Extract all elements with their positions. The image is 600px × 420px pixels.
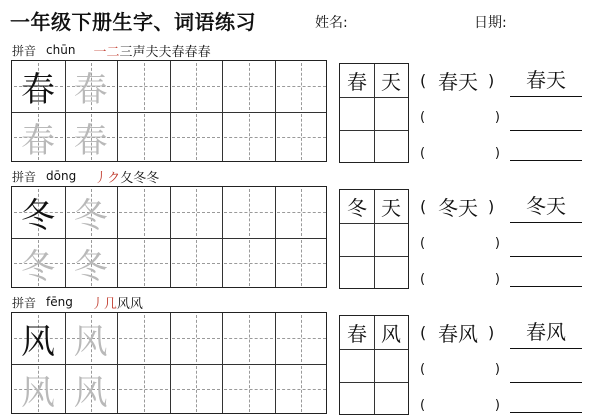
stroke-order <box>94 167 159 186</box>
character-section <box>0 166 600 292</box>
word-grid <box>339 189 409 289</box>
word-grid <box>339 63 409 163</box>
answer-line[interactable] <box>510 96 582 97</box>
stroke-step: 几 <box>103 296 117 312</box>
word-character: 风 <box>458 322 478 346</box>
pinyin-row <box>12 292 143 312</box>
pinyin-row <box>12 40 211 60</box>
word-grid-character: 春 <box>347 322 367 346</box>
model-character: 冬 <box>21 196 55 236</box>
pinyin-label: 拼音 <box>12 43 37 58</box>
close-paren: ) <box>494 146 500 161</box>
word-grid-character: 天 <box>381 196 401 220</box>
stroke-step: 冬 <box>133 170 147 186</box>
pinyin-label: 拼音 <box>12 169 37 184</box>
pinyin-value: chūn <box>46 43 76 57</box>
open-paren: ( <box>420 362 426 377</box>
stroke-step: 三 <box>119 44 133 60</box>
close-paren: ) <box>488 197 495 216</box>
stroke-step: 声 <box>132 44 146 60</box>
open-paren: ( <box>420 197 427 216</box>
close-paren: ) <box>494 236 500 251</box>
word-text <box>428 192 488 221</box>
answer-line[interactable] <box>510 286 582 287</box>
answer-word: 春天 <box>526 68 566 92</box>
answer-line[interactable] <box>510 256 582 257</box>
blank-parentheses[interactable] <box>420 110 500 125</box>
blank-parentheses[interactable] <box>420 146 500 161</box>
close-paren: ) <box>494 272 500 287</box>
blank-parentheses[interactable] <box>420 236 500 251</box>
open-paren: ( <box>420 323 427 342</box>
word-grid-character: 风 <box>381 322 401 346</box>
word-character: 春 <box>438 70 458 94</box>
stroke-step: 冬 <box>146 170 160 186</box>
stroke-step: 夂 <box>120 170 134 186</box>
trace-character: 春 <box>73 70 108 110</box>
stroke-step: 二 <box>106 44 120 60</box>
blank-parentheses[interactable] <box>420 362 500 377</box>
open-paren: ( <box>420 236 426 251</box>
trace-character: 风 <box>73 372 108 413</box>
stroke-step: 丿 <box>94 170 108 186</box>
stroke-step: 夫 <box>145 44 159 60</box>
word-grid-character: 冬 <box>347 196 367 220</box>
pinyin-row <box>12 166 159 186</box>
open-paren: ( <box>420 71 427 90</box>
stroke-step: ク <box>107 170 121 186</box>
stroke-step: 夫 <box>158 44 172 60</box>
pinyin-label: 拼音 <box>12 295 37 310</box>
close-paren: ) <box>494 362 500 377</box>
close-paren: ) <box>488 323 495 342</box>
close-paren: ) <box>488 71 495 90</box>
character-section <box>0 292 600 418</box>
worksheet-title: 一年级下册生字、词语练习 <box>10 10 256 34</box>
stroke-step: 一 <box>93 44 107 60</box>
word-character: 天 <box>458 70 478 94</box>
model-character: 风 <box>21 322 55 362</box>
word-text <box>428 318 488 347</box>
answer-word: 春风 <box>526 320 566 344</box>
word-grid <box>339 315 409 415</box>
blank-parentheses[interactable] <box>420 272 500 287</box>
word-character: 冬 <box>438 196 458 220</box>
word-parentheses <box>420 192 496 221</box>
answer-line[interactable] <box>510 348 582 349</box>
word-parentheses <box>420 318 496 347</box>
answer-line[interactable] <box>510 222 582 223</box>
blank-parentheses[interactable] <box>420 398 500 413</box>
name-label: 姓名: <box>315 15 348 31</box>
date-label: 日期: <box>474 15 507 31</box>
word-character: 天 <box>458 196 478 220</box>
pinyin-value: fēng <box>46 295 73 309</box>
answer-line[interactable] <box>510 382 582 383</box>
close-paren: ) <box>494 110 500 125</box>
stroke-step: 春 <box>171 44 185 60</box>
stroke-step: 春 <box>197 44 211 60</box>
answer-line[interactable] <box>510 412 582 413</box>
word-text <box>428 66 488 95</box>
open-paren: ( <box>420 110 426 125</box>
answer-line[interactable] <box>510 160 582 161</box>
stroke-step: 风 <box>129 296 143 312</box>
character-section <box>0 40 600 166</box>
word-grid-character: 天 <box>381 70 401 94</box>
trace-character: 风 <box>21 372 55 413</box>
trace-character: 冬 <box>73 246 108 287</box>
practice-grid <box>11 186 327 288</box>
word-parentheses <box>420 66 496 95</box>
word-character: 春 <box>438 322 458 346</box>
trace-character: 冬 <box>73 196 108 236</box>
stroke-step: 春 <box>184 44 198 60</box>
trace-character: 春 <box>21 120 55 161</box>
stroke-step: 丿 <box>90 296 104 312</box>
word-grid-character: 春 <box>347 70 367 94</box>
stroke-step: 风 <box>116 296 130 312</box>
trace-character: 冬 <box>21 246 55 287</box>
answer-word: 冬天 <box>526 194 566 218</box>
close-paren: ) <box>494 398 500 413</box>
stroke-order <box>91 293 143 312</box>
practice-grid <box>11 60 327 162</box>
open-paren: ( <box>420 272 426 287</box>
stroke-order <box>93 41 210 60</box>
open-paren: ( <box>420 146 426 161</box>
answer-line[interactable] <box>510 130 582 131</box>
trace-character: 春 <box>73 120 108 161</box>
open-paren: ( <box>420 398 426 413</box>
model-character: 春 <box>21 70 55 110</box>
trace-character: 风 <box>73 322 108 362</box>
pinyin-value: dōng <box>46 169 77 183</box>
practice-grid <box>11 312 327 414</box>
